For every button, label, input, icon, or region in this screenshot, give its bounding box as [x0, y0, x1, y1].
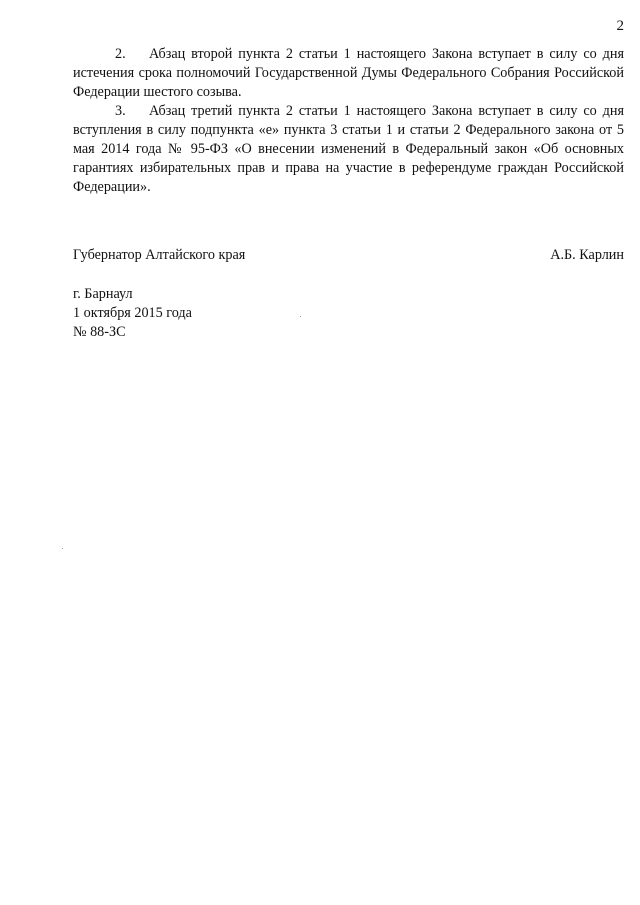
document-city: г. Барнаул [73, 286, 133, 302]
document-date: 1 октября 2015 года [73, 305, 192, 321]
paragraph-text: Абзац третий пункта 2 статьи 1 настоящего Закона вступает в силу со дня вступления в силу подпункта «е» пункта 3 статьи 1 и статьи 2 Федерального закона от 5 мая 2014 года № 95-ФЗ «О внесении изменений в Федеральный закон «Об основных гарантиях избирательных прав и права на участие в референдуме граждан Российской Федерации». [73, 103, 624, 195]
paragraph-text: Абзац второй пункта 2 статьи 1 настоящего Закона вступает в силу со дня истечения срока полномочий Государственной Думы Федерального Собрания Российской Федерации шестого созыва. [73, 46, 624, 100]
page-number: 2 [616, 18, 624, 34]
paragraph-number: 2. [115, 46, 126, 62]
document-number: № 88-ЗС [73, 324, 126, 340]
document-meta [73, 285, 192, 342]
scan-speck [300, 316, 301, 317]
scan-speck [62, 548, 63, 549]
paragraph-number: 3. [115, 103, 126, 119]
paragraph-3 [73, 102, 624, 197]
document-body [73, 45, 624, 197]
paragraph-2 [73, 45, 624, 102]
signatory-title: Губернатор Алтайского края [73, 247, 246, 263]
signatory-name: А.Б. Карлин [550, 247, 624, 263]
